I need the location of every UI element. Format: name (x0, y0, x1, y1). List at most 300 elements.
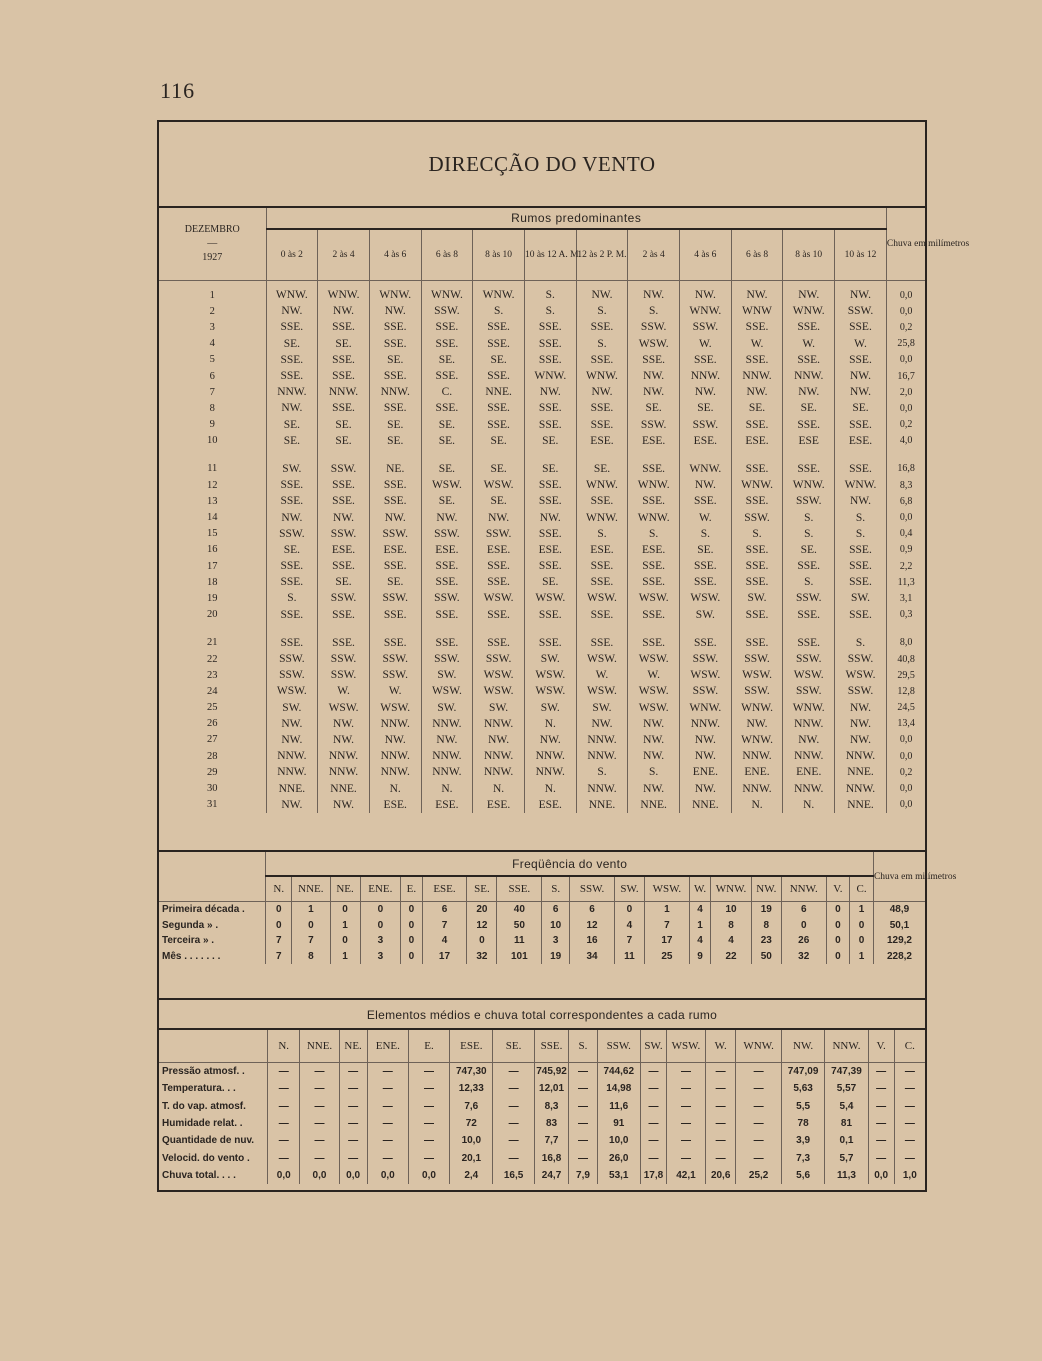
direction-cell: SE. (266, 433, 318, 449)
element-cell: 744,62 (597, 1063, 640, 1081)
direction-cell: NW. (731, 287, 783, 303)
direction-cell: NW. (266, 732, 318, 748)
table-row (159, 384, 925, 400)
direction-cell: SE. (266, 542, 318, 558)
table-row (159, 477, 925, 493)
day-number: 10 (207, 435, 218, 447)
direction-cell: SSW. (369, 526, 421, 542)
row-label-header (159, 876, 266, 902)
direction-cell: SSE. (318, 493, 370, 509)
direction-cell: WNW. (783, 700, 835, 716)
table-row (159, 526, 925, 542)
direction-header: SE. (493, 1029, 534, 1063)
frequency-cell: 1 (330, 949, 360, 965)
interval-header: 10 às 12 (835, 229, 887, 281)
direction-cell: SE. (369, 574, 421, 590)
direction-cell: NNE. (318, 780, 370, 796)
frequency-cell: 16 (570, 933, 615, 949)
table-row (159, 287, 925, 303)
frequency-cell: 0 (850, 933, 874, 949)
direction-cell: WNW. (731, 477, 783, 493)
table-row (159, 590, 925, 606)
element-cell: — (666, 1115, 705, 1132)
direction-cell: SSE. (680, 635, 732, 651)
table-row (159, 949, 925, 965)
direction-cell: SW. (576, 700, 628, 716)
direction-cell: SE. (731, 400, 783, 416)
direction-cell: SSE. (473, 558, 525, 574)
element-cell: 20,1 (450, 1149, 493, 1166)
day-number: 22 (207, 653, 218, 665)
rain-cell: 0,9 (886, 542, 925, 558)
day-number: 19 (207, 592, 218, 604)
row-label: Velocid. do vento . (162, 1152, 250, 1164)
direction-cell: W. (318, 683, 370, 699)
direction-cell: SSW. (318, 651, 370, 667)
element-cell: — (367, 1149, 408, 1166)
day-number: 30 (207, 783, 218, 795)
element-cell: — (666, 1149, 705, 1166)
element-cell: — (868, 1132, 894, 1149)
frequency-cell: 0 (850, 918, 874, 934)
table-row (159, 797, 925, 813)
direction-cell: SW. (680, 607, 732, 623)
freq-rain-header: Chuva em milímetros (873, 852, 925, 902)
direction-header: WSW. (644, 876, 689, 902)
elements-title: Elementos médios e chuva total correspondentes a cada rumo (159, 1002, 925, 1029)
rain-cell: 2,0 (886, 384, 925, 400)
direction-cell: SSW. (318, 461, 370, 477)
frequency-cell: 0 (826, 949, 850, 965)
row-label: Segunda » . (162, 919, 219, 931)
direction-header: N. (266, 876, 292, 902)
element-cell: — (868, 1115, 894, 1132)
direction-cell: SSE. (576, 574, 628, 590)
rain-cell: 0,0 (886, 748, 925, 764)
frequency-cell: 4 (689, 933, 710, 949)
element-cell: 0,0 (367, 1167, 408, 1184)
direction-cell: WNW. (783, 477, 835, 493)
direction-cell: S. (576, 303, 628, 319)
frequency-title: Freqüência do vento (266, 852, 874, 876)
frequency-cell: 32 (781, 949, 826, 965)
direction-cell: NNE. (835, 797, 887, 813)
direction-cell: WSW. (576, 651, 628, 667)
rain-cell: 0,4 (886, 526, 925, 542)
direction-cell: SSE. (473, 319, 525, 335)
frequency-cell: 3 (360, 933, 401, 949)
direction-header: WSW. (666, 1029, 705, 1063)
direction-cell: SSE. (628, 493, 680, 509)
direction-cell: NW. (266, 509, 318, 525)
direction-cell: SSW. (266, 667, 318, 683)
direction-cell: SSE. (524, 607, 576, 623)
element-cell: — (408, 1080, 449, 1097)
direction-cell: W. (680, 336, 732, 352)
element-cell: 81 (825, 1115, 868, 1132)
direction-cell: ESE. (680, 433, 732, 449)
table-row (159, 542, 925, 558)
direction-cell: S. (266, 590, 318, 606)
direction-cell: WNW. (628, 509, 680, 525)
direction-cell: SSE. (680, 558, 732, 574)
table-row (159, 635, 925, 651)
direction-cell: SSE. (783, 319, 835, 335)
direction-cell: SSE. (369, 635, 421, 651)
element-cell: — (706, 1149, 736, 1166)
element-cell: 7,9 (569, 1167, 597, 1184)
direction-cell: SSE. (421, 574, 473, 590)
direction-cell: NW. (680, 384, 732, 400)
interval-header: 0 às 2 (266, 229, 318, 281)
element-cell: — (339, 1098, 367, 1115)
element-cell: 17,8 (640, 1167, 666, 1184)
frequency-cell: 0 (401, 902, 422, 918)
direction-cell: SSE. (369, 607, 421, 623)
day-number: 28 (207, 750, 218, 762)
direction-cell: WSW. (576, 683, 628, 699)
direction-cell: ESE. (524, 797, 576, 813)
rain-cell: 16,7 (886, 368, 925, 384)
interval-header: 10 às 12 A. M. (524, 229, 576, 281)
element-cell: 5,5 (781, 1098, 824, 1115)
direction-cell: WSW. (524, 590, 576, 606)
element-cell: — (894, 1115, 925, 1132)
direction-cell: SSE. (266, 319, 318, 335)
frequency-cell: 1 (689, 918, 710, 934)
direction-cell: W. (369, 683, 421, 699)
direction-header: SSE. (534, 1029, 569, 1063)
rain-cell: 13,4 (886, 716, 925, 732)
direction-cell: WNW. (473, 287, 525, 303)
direction-cell: NW. (628, 287, 680, 303)
direction-header: ESE. (450, 1029, 493, 1063)
direction-cell: NW. (628, 780, 680, 796)
frequency-cell: 0 (330, 933, 360, 949)
element-cell: — (666, 1063, 705, 1081)
rain-cell: 24,5 (886, 700, 925, 716)
direction-cell: ESE. (731, 433, 783, 449)
element-cell: — (300, 1063, 339, 1081)
direction-cell: NNE. (628, 797, 680, 813)
row-label: Pressão atmosf. . (162, 1066, 245, 1078)
element-cell: 16,5 (493, 1167, 534, 1184)
table-row (159, 918, 925, 934)
direction-cell: SE. (421, 417, 473, 433)
direction-cell: NW. (524, 384, 576, 400)
element-cell: — (569, 1132, 597, 1149)
element-cell: — (666, 1080, 705, 1097)
frequency-cell: 19 (751, 902, 781, 918)
direction-cell: SSE. (524, 352, 576, 368)
elements-table (159, 1002, 925, 1184)
element-cell: — (408, 1063, 449, 1081)
direction-cell: ESE. (369, 797, 421, 813)
direction-cell: SE. (369, 417, 421, 433)
rain-header: Chuva em milímetros (886, 208, 925, 281)
direction-cell: SSE. (266, 368, 318, 384)
direction-cell: N. (783, 797, 835, 813)
direction-cell: NNW. (266, 764, 318, 780)
direction-cell: NW. (731, 716, 783, 732)
element-cell: — (339, 1149, 367, 1166)
decade-gap (159, 449, 925, 461)
direction-cell: ENE. (731, 764, 783, 780)
element-cell: — (267, 1115, 300, 1132)
direction-cell: SSE. (783, 607, 835, 623)
direction-cell: SE. (421, 352, 473, 368)
frequency-cell: 10 (542, 918, 570, 934)
direction-cell: NNW. (318, 764, 370, 780)
direction-cell: WNW. (783, 303, 835, 319)
direction-cell: SSE. (473, 368, 525, 384)
direction-cell: SE. (318, 417, 370, 433)
direction-cell: NNW. (576, 732, 628, 748)
day-number: 24 (207, 685, 218, 697)
element-cell: 14,98 (597, 1080, 640, 1097)
element-cell: 24,7 (534, 1167, 569, 1184)
direction-cell: SE. (576, 461, 628, 477)
interval-header: 6 às 8 (421, 229, 473, 281)
direction-cell: NW. (835, 287, 887, 303)
direction-cell: ESE. (421, 542, 473, 558)
direction-cell: WNW (731, 303, 783, 319)
direction-cell: NNE. (473, 384, 525, 400)
direction-header: SSE. (497, 876, 542, 902)
element-cell: 16,8 (534, 1149, 569, 1166)
frequency-cell: 7 (422, 918, 467, 934)
interval-header: 8 às 10 (473, 229, 525, 281)
direction-cell: SSW. (318, 667, 370, 683)
direction-cell: SSE. (680, 352, 732, 368)
direction-cell: SE. (835, 400, 887, 416)
direction-cell: SSE. (680, 574, 732, 590)
day-number: 17 (207, 560, 218, 572)
direction-cell: NW. (835, 716, 887, 732)
direction-cell: WSW. (421, 683, 473, 699)
element-cell: 20,6 (706, 1167, 736, 1184)
direction-cell: SSE. (628, 558, 680, 574)
direction-cell: SW. (731, 590, 783, 606)
day-number: 11 (207, 463, 218, 475)
element-cell: 11,3 (825, 1167, 868, 1184)
element-cell: 747,30 (450, 1063, 493, 1081)
direction-cell: SW. (266, 700, 318, 716)
rain-cell: 0,0 (886, 303, 925, 319)
direction-cell: SE. (524, 574, 576, 590)
frequency-cell: 0 (467, 933, 497, 949)
direction-cell: SE. (421, 433, 473, 449)
day-number: 20 (207, 609, 218, 621)
page-title: DIRECÇÃO DO VENTO (428, 152, 656, 176)
element-cell: — (493, 1080, 534, 1097)
direction-cell: SSE. (421, 558, 473, 574)
element-cell: 3,9 (781, 1132, 824, 1149)
frequency-cell: 10 (711, 902, 752, 918)
day-number: 3 (209, 321, 215, 333)
direction-cell: WSW. (266, 683, 318, 699)
direction-cell: WNW. (318, 287, 370, 303)
element-cell: 11,6 (597, 1098, 640, 1115)
direction-cell: SSW. (369, 667, 421, 683)
element-cell: 42,1 (666, 1167, 705, 1184)
direction-header: NW. (751, 876, 781, 902)
element-cell: — (640, 1132, 666, 1149)
direction-cell: SSE. (473, 400, 525, 416)
frequency-cell: 23 (751, 933, 781, 949)
direction-cell: NNW. (731, 368, 783, 384)
rain-cell: 16,8 (886, 461, 925, 477)
direction-cell: ENE. (783, 764, 835, 780)
direction-header: S. (542, 876, 570, 902)
frequency-cell: 8 (751, 918, 781, 934)
direction-cell: SW. (421, 700, 473, 716)
row-label: Mês . . . . . . . (162, 950, 221, 962)
direction-cell: W. (576, 667, 628, 683)
direction-cell: NNW. (835, 748, 887, 764)
element-cell: — (706, 1098, 736, 1115)
day-number: 25 (207, 702, 218, 714)
direction-header: WNW. (736, 1029, 782, 1063)
direction-cell: NNW. (266, 384, 318, 400)
direction-cell: SSE. (524, 635, 576, 651)
frequency-cell: 6 (781, 902, 826, 918)
day-number: 9 (209, 419, 215, 431)
direction-cell: SSE. (628, 574, 680, 590)
element-cell: — (706, 1132, 736, 1149)
direction-cell: NNW. (835, 780, 887, 796)
element-cell: — (367, 1132, 408, 1149)
element-cell: — (569, 1080, 597, 1097)
element-cell: — (300, 1098, 339, 1115)
element-cell: 0,1 (825, 1132, 868, 1149)
table-row (159, 558, 925, 574)
frequency-cell: 0 (826, 918, 850, 934)
table-row (159, 1080, 925, 1097)
direction-cell: SSE. (576, 607, 628, 623)
direction-header: NNE. (300, 1029, 339, 1063)
direction-cell: NNW. (576, 780, 628, 796)
direction-cell: NW. (318, 797, 370, 813)
element-cell: — (367, 1098, 408, 1115)
day-number: 2 (209, 305, 215, 317)
direction-cell: SSW. (783, 651, 835, 667)
frequency-cell: 0 (614, 902, 644, 918)
frequency-cell: 20 (467, 902, 497, 918)
frequency-cell: 22 (711, 949, 752, 965)
direction-cell: NNW. (473, 764, 525, 780)
table-row (159, 400, 925, 416)
direction-cell: S. (731, 526, 783, 542)
rain-cell: 0,2 (886, 417, 925, 433)
table-row (159, 368, 925, 384)
element-cell: — (868, 1063, 894, 1081)
direction-cell: NNW. (731, 780, 783, 796)
direction-cell: SSW. (473, 526, 525, 542)
direction-cell: NNW. (369, 748, 421, 764)
direction-cell: ESE. (421, 797, 473, 813)
page-number: 116 (160, 78, 196, 103)
frequency-cell: 7 (292, 933, 331, 949)
direction-cell: SSE. (421, 319, 473, 335)
direction-cell: C. (421, 384, 473, 400)
direction-cell: S. (628, 764, 680, 780)
element-cell: — (868, 1098, 894, 1115)
element-cell: 5,6 (781, 1167, 824, 1184)
direction-cell: NNW. (680, 368, 732, 384)
direction-cell: SSE. (835, 574, 887, 590)
day-number: 12 (207, 479, 218, 491)
direction-cell: NNW. (576, 748, 628, 764)
direction-cell: SSW. (731, 509, 783, 525)
direction-cell: SE. (266, 336, 318, 352)
direction-cell: WSW. (318, 700, 370, 716)
element-cell: — (367, 1063, 408, 1081)
direction-cell: NNW. (266, 748, 318, 764)
day-number: 31 (207, 799, 218, 811)
direction-cell: NW. (576, 384, 628, 400)
frequency-cell: 1 (292, 902, 331, 918)
frequency-cell: 3 (360, 949, 401, 965)
frequency-cell: 12 (570, 918, 615, 934)
table-row (159, 667, 925, 683)
direction-cell: SE. (421, 493, 473, 509)
direction-cell: SSE. (318, 477, 370, 493)
frequency-cell: 17 (644, 933, 689, 949)
direction-cell: SSE. (731, 461, 783, 477)
element-cell: — (666, 1098, 705, 1115)
direction-cell: NNW. (731, 748, 783, 764)
element-cell: — (894, 1132, 925, 1149)
direction-cell: SSE. (576, 319, 628, 335)
direction-cell: ENE. (680, 764, 732, 780)
direction-cell: SE. (473, 352, 525, 368)
direction-cell: WNW. (680, 303, 732, 319)
table-row (159, 933, 925, 949)
direction-cell: WSW. (783, 667, 835, 683)
frequency-table (159, 852, 957, 964)
direction-cell: SSE. (628, 607, 680, 623)
direction-cell: SSE. (783, 417, 835, 433)
direction-cell: SE. (628, 400, 680, 416)
direction-cell: SSE. (473, 336, 525, 352)
direction-cell: WSW. (628, 590, 680, 606)
day-number: 7 (209, 386, 215, 398)
direction-cell: S. (835, 509, 887, 525)
rain-cell: 0,2 (886, 764, 925, 780)
direction-cell: SSE. (835, 319, 887, 335)
direction-cell: SE. (783, 542, 835, 558)
direction-cell: NW. (731, 384, 783, 400)
direction-cell: SSE. (421, 607, 473, 623)
direction-cell: SSE. (783, 558, 835, 574)
section-divider (159, 998, 925, 1000)
direction-cell: SSW. (628, 319, 680, 335)
direction-cell: S. (524, 303, 576, 319)
direction-cell: NW. (783, 384, 835, 400)
rain-cell: 0,0 (886, 400, 925, 416)
direction-cell: NW. (628, 748, 680, 764)
direction-cell: NNE. (680, 797, 732, 813)
direction-cell: N. (524, 716, 576, 732)
frequency-cell: 7 (644, 918, 689, 934)
element-cell: 5,57 (825, 1080, 868, 1097)
element-cell: 12,33 (450, 1080, 493, 1097)
day-number: 23 (207, 669, 218, 681)
direction-cell: ESE. (318, 542, 370, 558)
direction-cell: WSW. (835, 667, 887, 683)
element-cell: — (706, 1115, 736, 1132)
